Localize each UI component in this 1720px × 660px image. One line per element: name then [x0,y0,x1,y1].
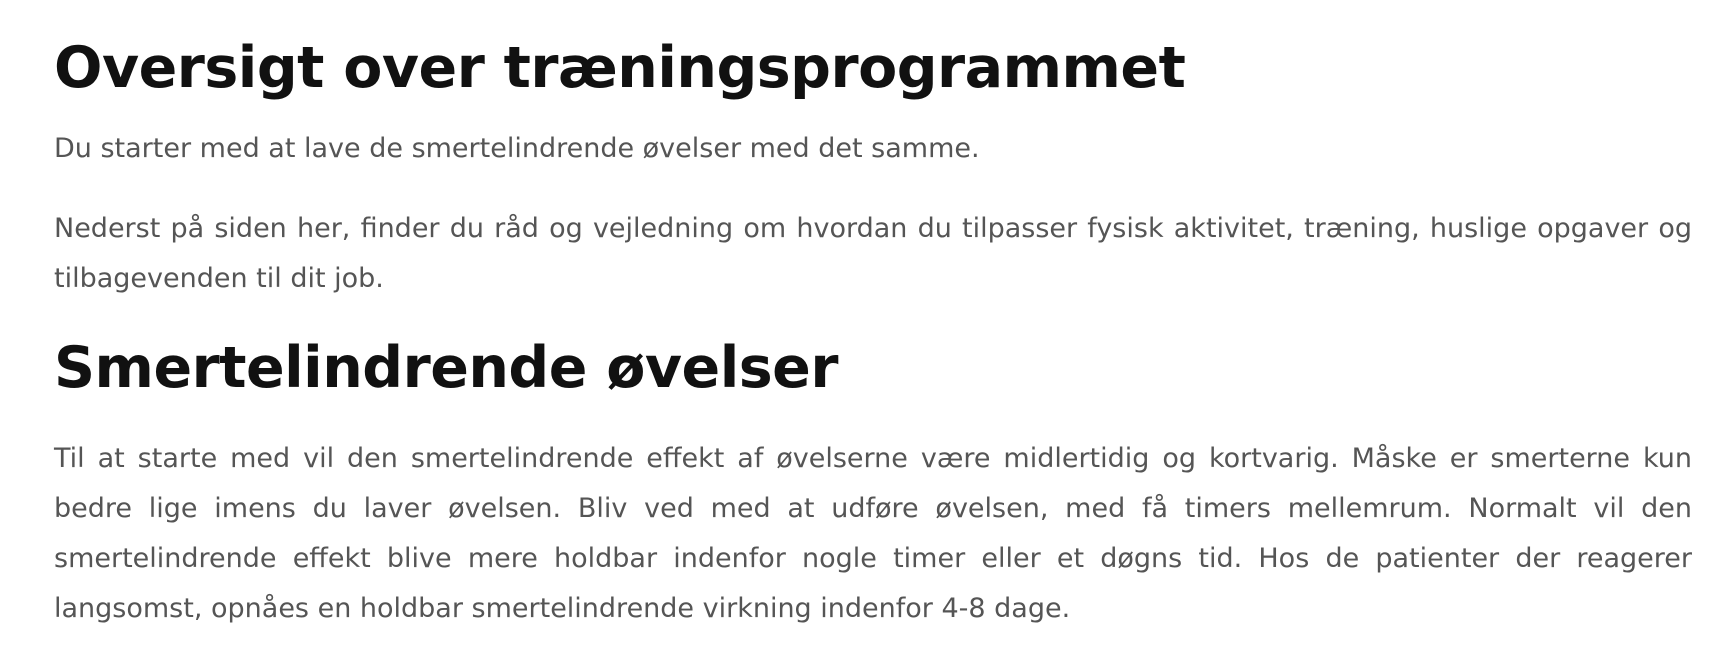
pain-relief-heading: Smertelindrende øvelser [54,335,838,401]
overview-heading: Oversigt over træningsprogrammet [54,35,1186,101]
overview-intro-paragraph: Du starter med at lave de smertelindrende øvelser med det samme. [54,133,980,164]
article-content [54,0,1692,634]
overview-guidance-paragraph: Nederst på siden her, finder du råd og vejledning om hvordan du tilpasser fysisk aktivitet, træning, huslige opgaver og tilbagevenden til dit job. [54,213,1692,294]
pain-relief-paragraph: Til at starte med vil den smertelindrende effekt af øvelserne være midlertidig og kortvarig. Måske er smerterne kun bedre lige imens du laver øvelsen. Bliv ved med at udføre øvelsen, med få timers mellemrum. Normalt vil den smertelindrende effekt blive mere holdbar indenfor nogle timer eller et døgns tid. Hos de patienter der reagerer langsomst, opnåes en holdbar smertelindrende virkning indenfor 4-8 dage. [54,443,1692,624]
